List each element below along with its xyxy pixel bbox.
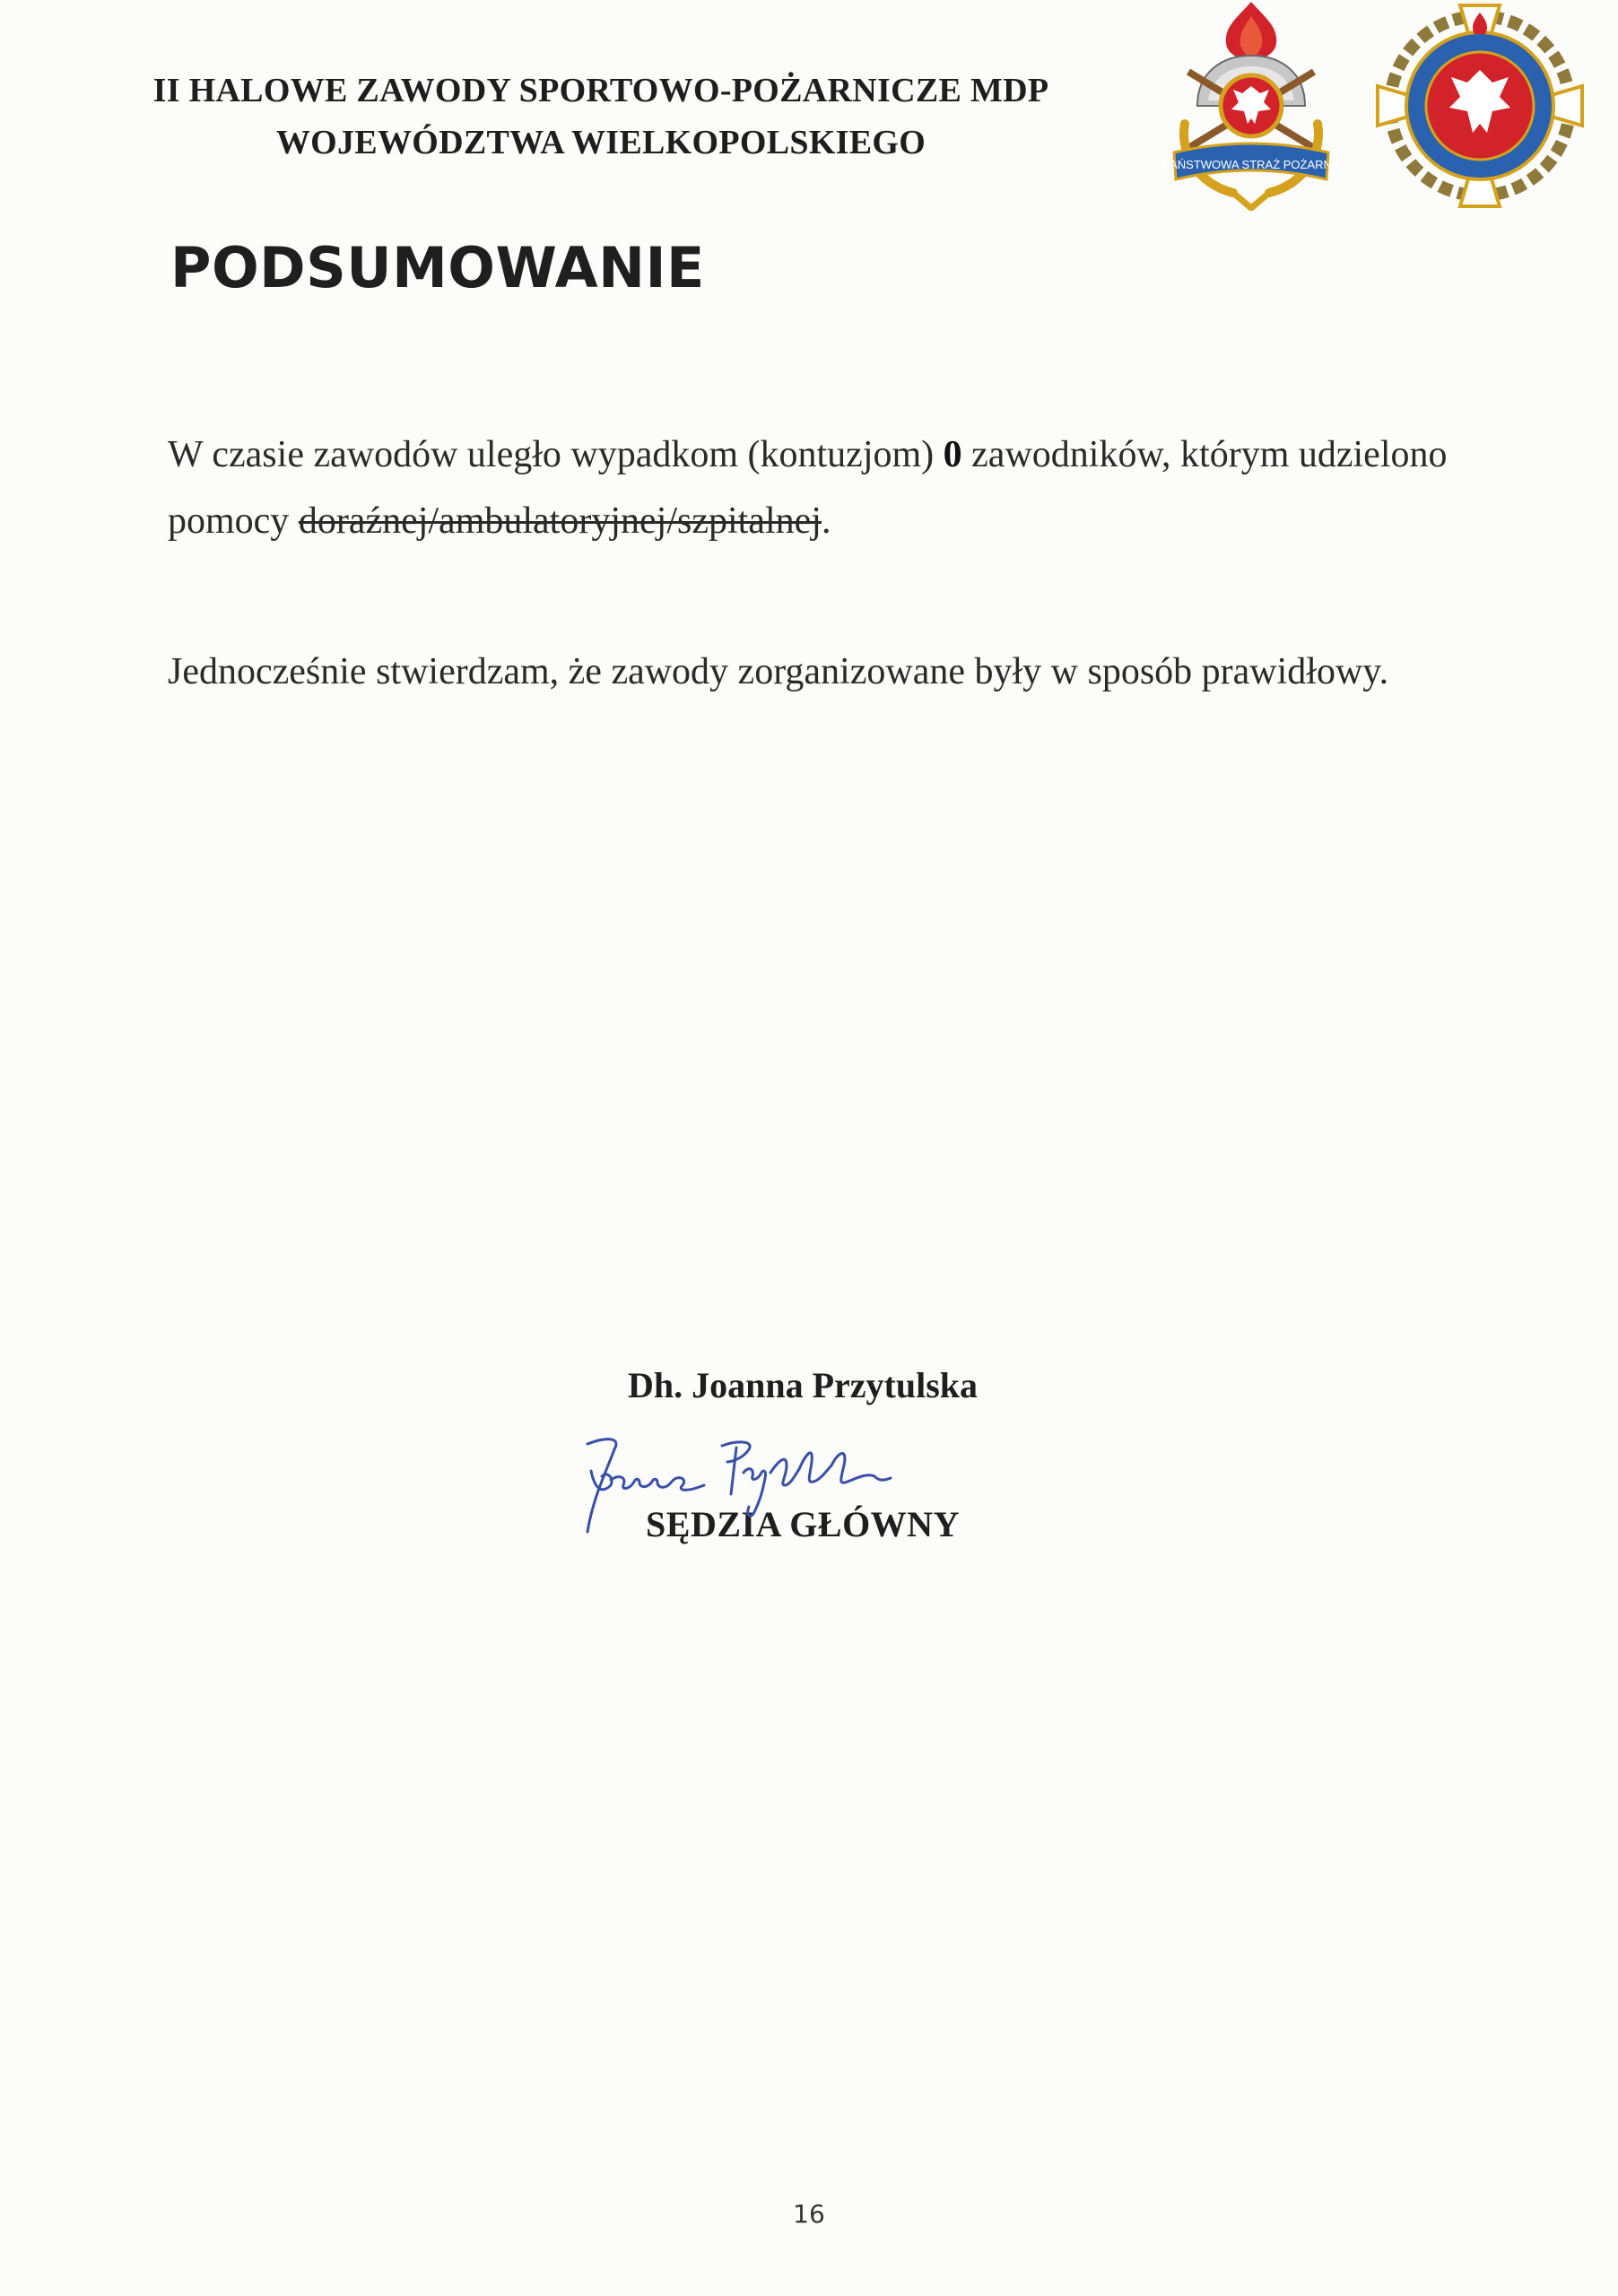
injuries-text-after: . <box>821 500 831 542</box>
psp-ribbon-text: PAŃSTWOWA STRAŻ POŻARNA <box>1162 158 1340 171</box>
page-number: 16 <box>793 2199 825 2229</box>
injuries-count: 0 <box>943 434 962 475</box>
paragraph-injuries <box>168 422 1468 554</box>
document-header <box>90 65 1112 169</box>
mdp-cross-emblem-icon <box>1372 0 1588 211</box>
injuries-text-middle: zawodników, którym udzielono pomocy <box>168 434 1448 542</box>
psp-emblem-icon <box>1161 0 1341 211</box>
header-title-line-1: II HALOWE ZAWODY SPORTOWO-POŻARNICZE MDP <box>152 72 1049 109</box>
paragraph-statement: Jednocześnie stwierdzam, że zawody zorganizowane były w sposób prawidłowy. <box>168 651 1389 692</box>
injuries-text-before: W czasie zawodów uległo wypadkom (kontuzjom) <box>168 434 944 475</box>
struck-aid-types: doraźnej/ambulatoryjnej/szpitalnej <box>298 500 822 542</box>
judge-role: SĘDZIA GŁÓWNY <box>646 1504 960 1544</box>
section-title: PODSUMOWANIE <box>170 235 705 300</box>
header-title-line-2: WOJEWÓDZTWA WIELKOPOLSKIEGO <box>275 124 926 161</box>
handwritten-signature <box>552 1426 928 1543</box>
judge-name: Dh. Joanna Przytulska <box>627 1365 979 1405</box>
